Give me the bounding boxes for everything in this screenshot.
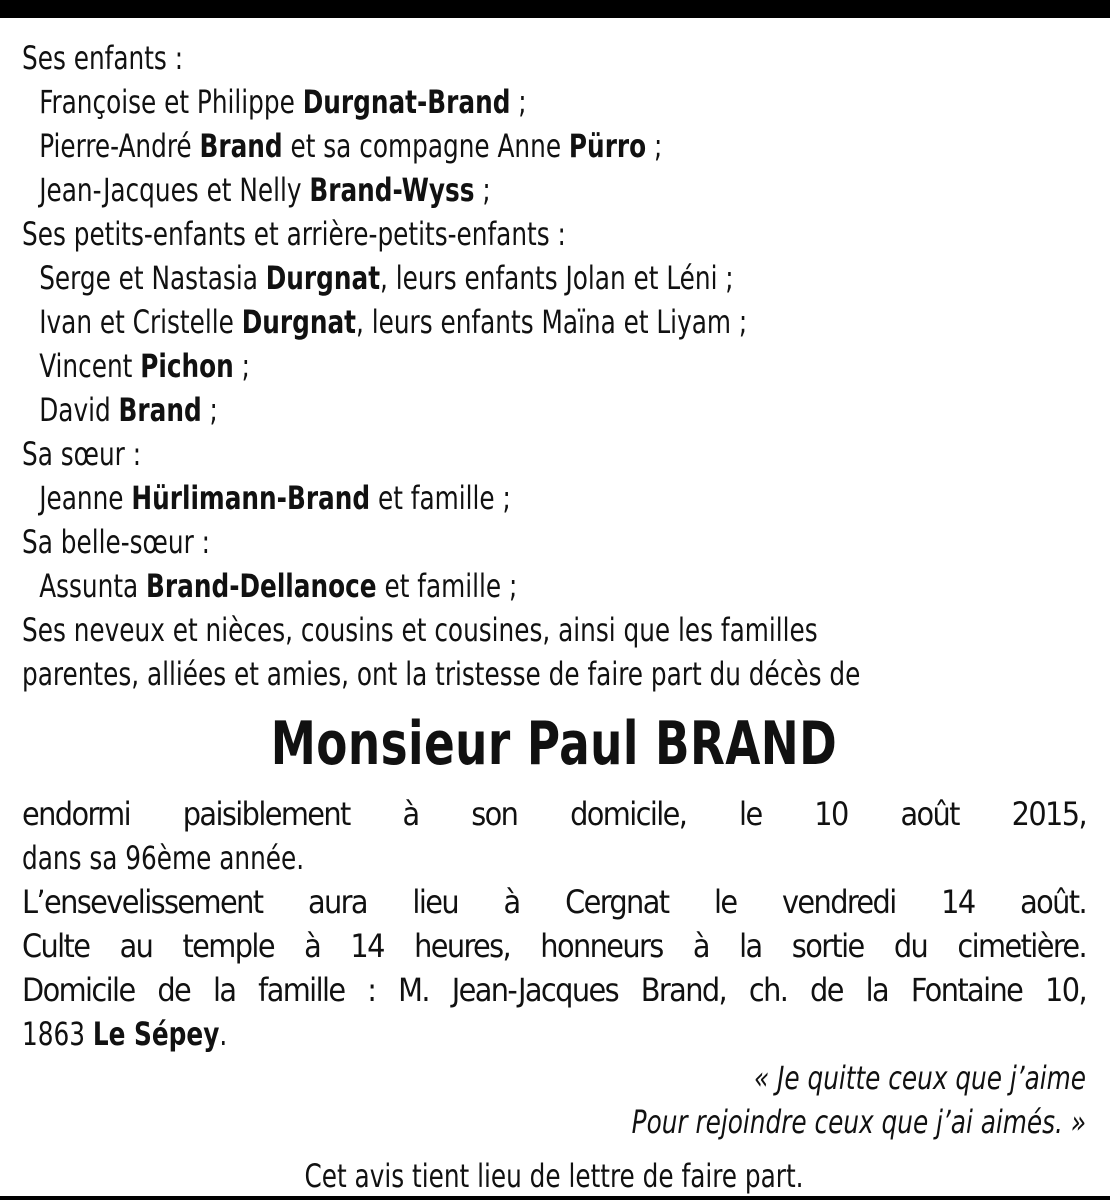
details-line: endormi paisiblement à son domicile, le 10 août 2015, [22, 795, 1086, 833]
details-line: Culte au temple à 14 heures, honneurs à la sortie du cimetière. [22, 927, 1086, 965]
entry-text: David [39, 391, 119, 429]
child-entry [22, 80, 937, 124]
child-entry [22, 124, 937, 168]
entry-text: ; [201, 391, 218, 429]
entry-text: , leurs enfants Maïna et Liyam ; [356, 303, 748, 341]
family-name: Durgnat [265, 259, 381, 297]
entry-text: Françoise et Philippe [39, 83, 303, 121]
family-name: Durgnat-Brand [302, 83, 511, 121]
sister-in-law-heading: Sa belle-sœur : [22, 523, 210, 561]
entry-text: Jean-Jacques et Nelly [39, 171, 310, 209]
entry-text: Vincent [39, 347, 141, 385]
family-name: Brand-Wyss [309, 171, 475, 209]
postal-code: 1863 [22, 1015, 93, 1053]
closing-note: Cet avis tient lieu de lettre de faire part. [304, 1157, 804, 1195]
place-name: Le Sépey [92, 1015, 220, 1053]
grandchild-entry [22, 388, 937, 432]
entry-text: ; [646, 127, 663, 165]
grandchild-entry [22, 344, 937, 388]
top-border-rule [0, 0, 1110, 18]
grandchild-entry [22, 300, 937, 344]
entry-text: et sa compagne Anne [282, 127, 569, 165]
entry-text: Ivan et Cristelle [39, 303, 242, 341]
quote-line: « Je quitte ceux que j’aime [753, 1059, 1086, 1097]
entry-text: et famille ; [376, 567, 518, 605]
entry-text: ; [474, 171, 491, 209]
entry-text: et famille ; [370, 479, 511, 517]
deceased-name: Monsieur Paul BRAND [270, 709, 838, 779]
family-name: Brand [118, 391, 202, 429]
details-line: Domicile de la famille : M. Jean-Jacques Brand, ch. de la Fontaine 10, [22, 971, 1086, 1009]
family-name: Pürro [568, 127, 647, 165]
entry-text: ; [510, 83, 527, 121]
sister-heading: Sa sœur : [22, 435, 142, 473]
family-name: Brand-Dellanoce [146, 567, 377, 605]
details-line: L’ensevelissement aura lieu à Cergnat le vendredi 14 août. [22, 883, 1086, 921]
grandchildren-heading: Ses petits-enfants et arrière-petits-enfants : [22, 215, 566, 253]
sister-in-law-entry [22, 564, 937, 608]
grandchild-entry [22, 256, 937, 300]
relatives-line: Ses neveux et nièces, cousins et cousines, ainsi que les familles [22, 611, 818, 649]
child-entry [22, 168, 937, 212]
family-name: Pichon [140, 347, 234, 385]
entry-text: , leurs enfants Jolan et Léni ; [380, 259, 734, 297]
family-name: Durgnat [241, 303, 357, 341]
bottom-border-rule [0, 1196, 1110, 1200]
address-line [22, 1012, 937, 1056]
children-heading: Ses enfants : [22, 39, 184, 77]
quote-line: Pour rejoindre ceux que j’ai aimés. » [631, 1103, 1086, 1141]
entry-text: ; [233, 347, 250, 385]
details-line: dans sa 96ème année. [22, 839, 305, 877]
entry-text: . [219, 1015, 228, 1053]
entry-text: Assunta [39, 567, 147, 605]
entry-text: Pierre-André [39, 127, 200, 165]
relatives-line: parentes, alliées et amies, ont la tristesse de faire part du décès de [22, 655, 861, 693]
sister-entry [22, 476, 937, 520]
entry-text: Jeanne [39, 479, 132, 517]
family-name: Brand [199, 127, 283, 165]
family-name: Hürlimann-Brand [131, 479, 371, 517]
entry-text: Serge et Nastasia [39, 259, 266, 297]
obituary-notice [22, 36, 1086, 1198]
